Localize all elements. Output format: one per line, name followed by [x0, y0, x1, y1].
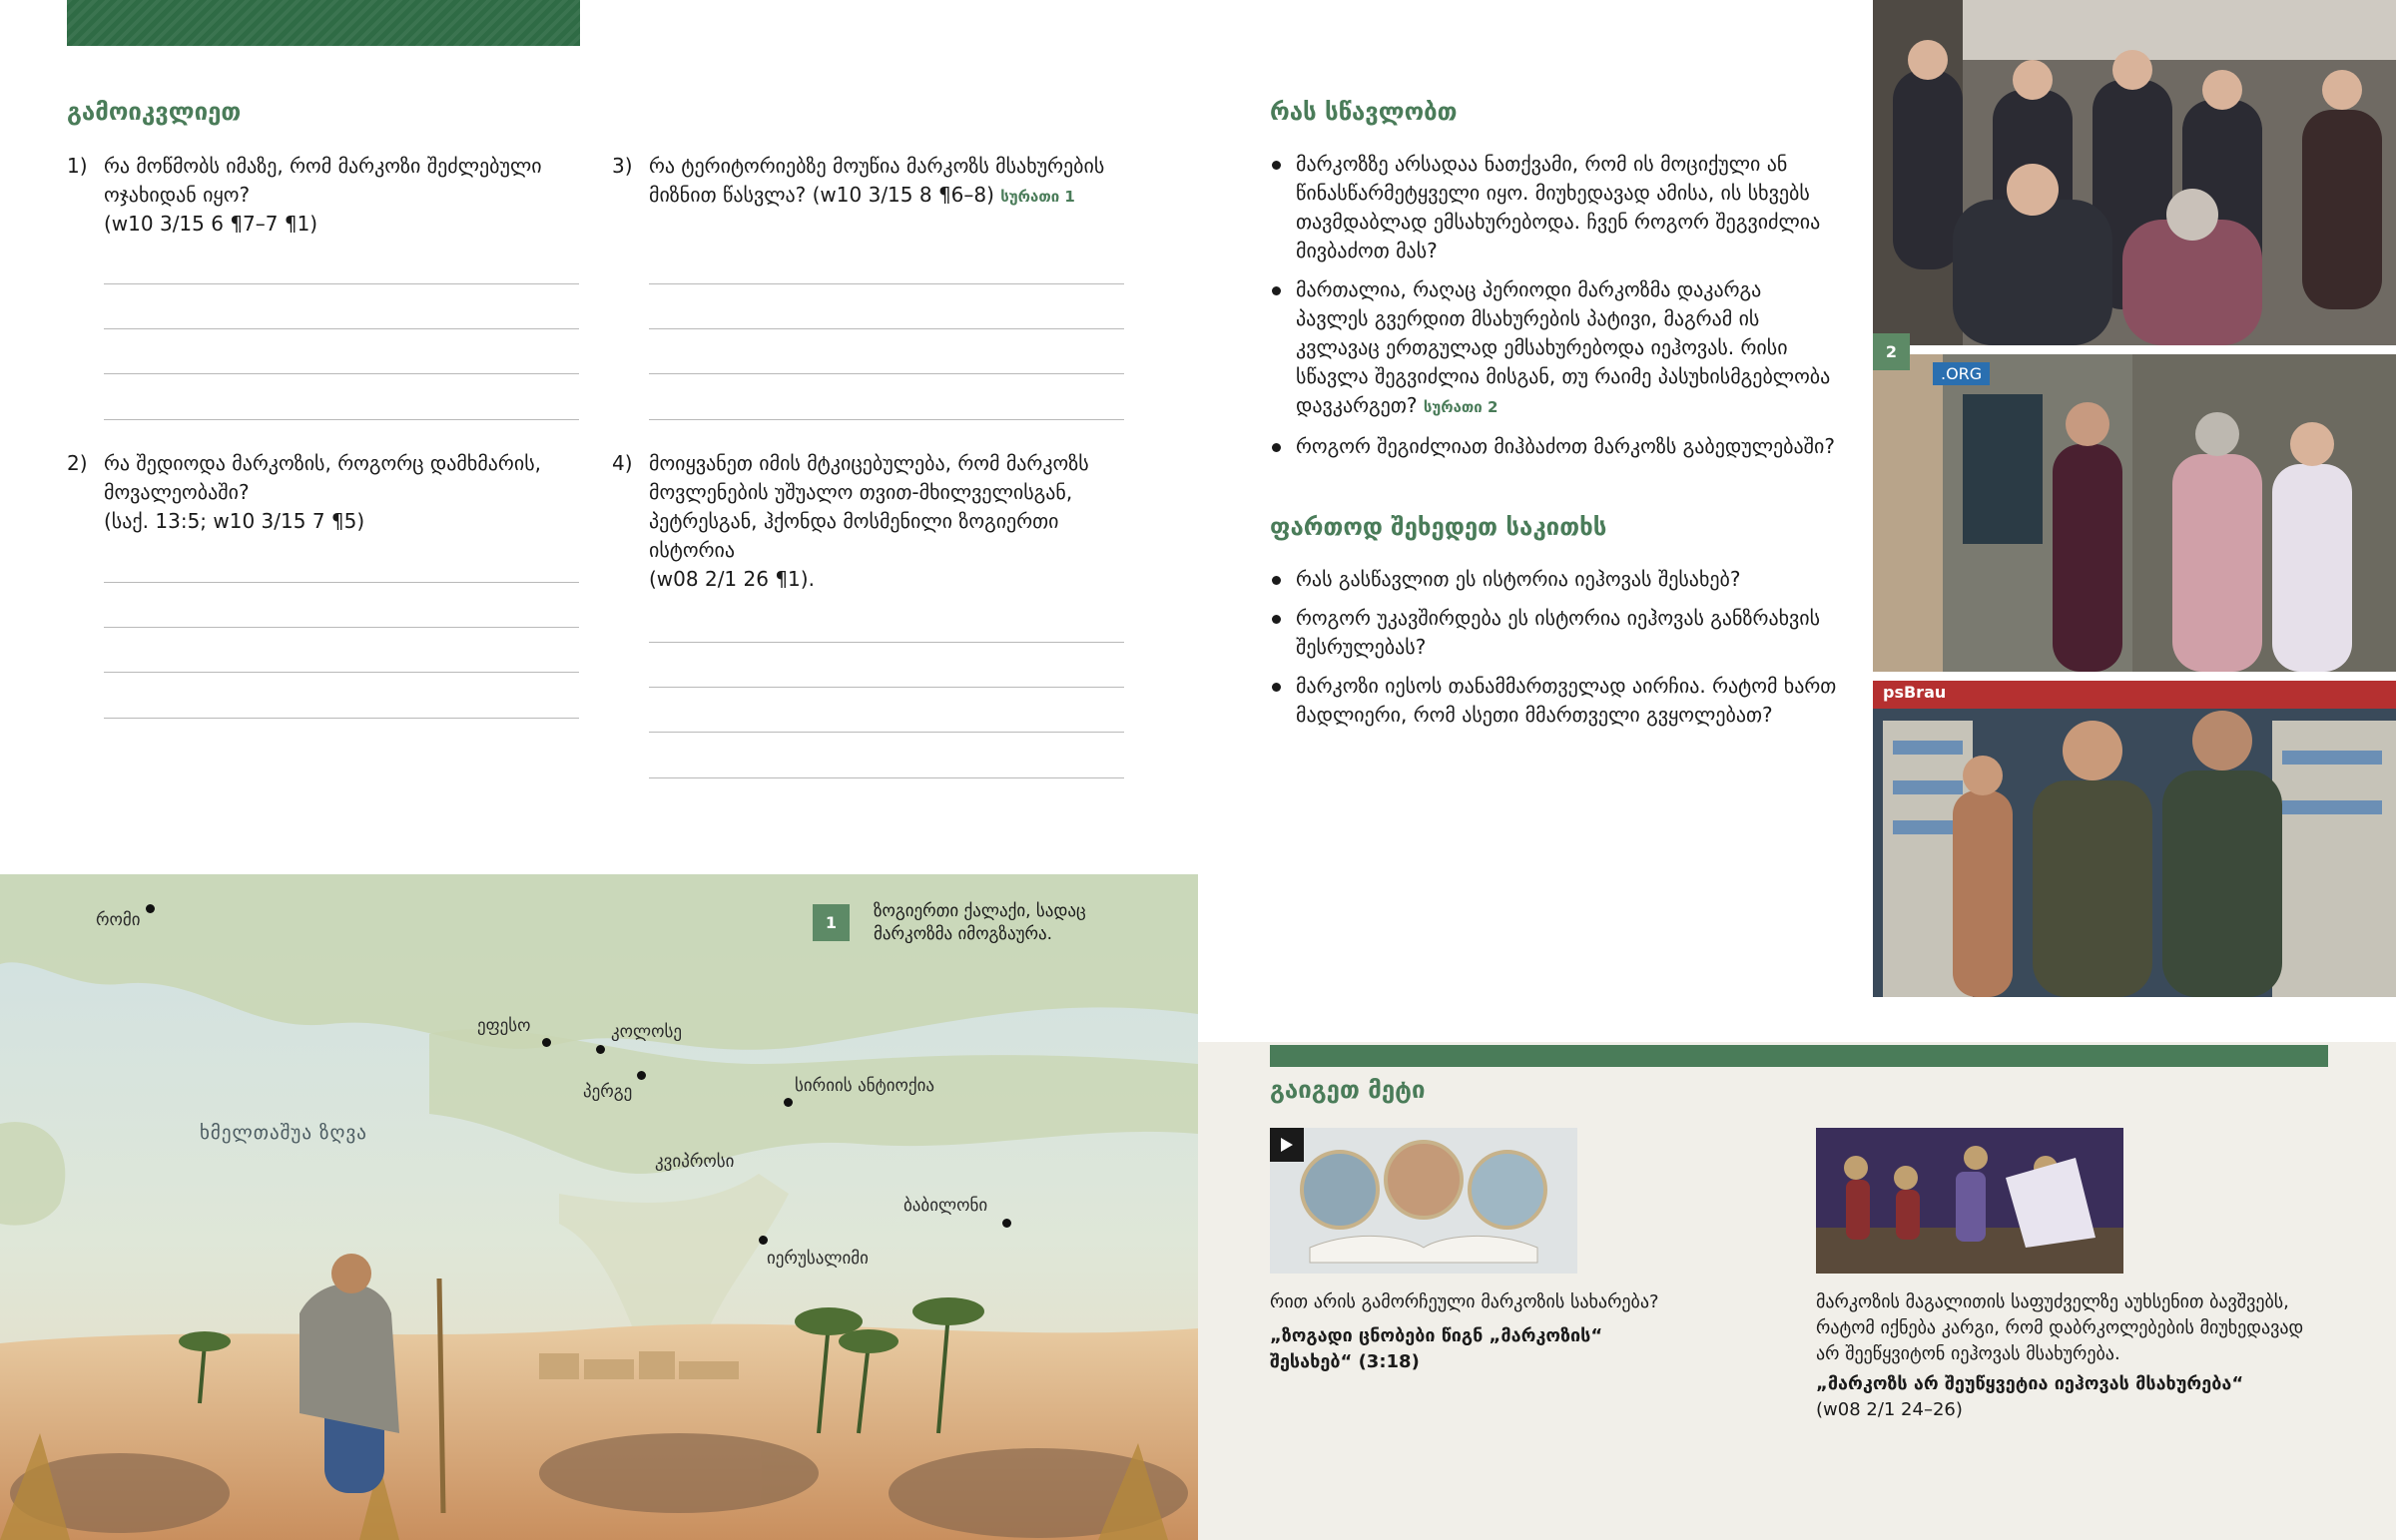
city-dot	[542, 1038, 551, 1047]
play-icon[interactable]	[1270, 1128, 1304, 1162]
answer-line[interactable]	[649, 283, 1124, 284]
answer-line[interactable]	[649, 419, 1124, 420]
question-number: 2)	[67, 451, 88, 475]
answer-line[interactable]	[104, 672, 579, 673]
city-label-perga: პერგე	[583, 1082, 633, 1102]
list-item	[1270, 150, 1839, 265]
entrance-illustration	[1873, 354, 2396, 672]
question-1	[67, 152, 586, 239]
more-item-1-title[interactable]: „ზოგადი ცნობები წიგნ „მარკოზის“ შესახებ“ (3:18)	[1270, 1325, 1603, 1372]
list-item	[1270, 565, 1839, 594]
photo-congregation	[1873, 0, 2396, 345]
photo-entrance	[1873, 354, 2396, 672]
answer-line[interactable]	[649, 328, 1124, 329]
answer-line[interactable]	[104, 283, 579, 284]
more-item-1-question: რით არის გამორჩეული მარკოზის სახარება?	[1270, 1291, 1659, 1312]
bullet-text: მართალია, რაღაც პერიოდი მარკოზმა დაკარგა პავლეს გვერდით მსახურების პატივი, მაგრამ ის კვლავაც ერთგულად ემსახურებოდა იეჰოვას. რისი სწავლა შეგვიძლია მისგან, თუ რაიმე პასუხისმგებლობა დავკარგეთ?	[1296, 277, 1831, 417]
sea-label: ხმელთაშუა ზღვა	[200, 1122, 367, 1144]
map-illustration	[0, 874, 1198, 1540]
learn-more-bar	[1270, 1045, 2328, 1067]
figure-reference: სურათი 2	[1423, 398, 1498, 416]
bullet-text: მარკოზი იესოს თანამმართველად აირჩია. რატომ ხართ მადლიერი, რომ ასეთი მმართველი გვყოლებათ?	[1296, 674, 1837, 727]
broader-list	[1270, 565, 1839, 740]
answer-line[interactable]	[104, 627, 579, 628]
answer-line[interactable]	[104, 328, 579, 329]
city-dot	[596, 1045, 605, 1054]
congregation-illustration	[1873, 0, 2396, 345]
question-number: 3)	[612, 154, 633, 178]
decorative-header-bar	[67, 0, 580, 46]
article-thumbnail[interactable]	[1816, 1128, 2123, 1274]
figure-reference: სურათი 1	[1000, 188, 1075, 206]
answer-line[interactable]	[649, 732, 1124, 733]
figure-badge-2: 2	[1873, 333, 1910, 370]
list-item	[1270, 604, 1839, 662]
bullet-text: მარკოზზე არსადაა ნათქვამი, რომ ის მოციქული ან წინასწარმეტყველი იყო. მიუხედავად ამისა, ის სხვებს თავმდაბლად ემსახურებოდა. ჩვენ როგორ შეგვიძლია მივბაძოთ მას?	[1296, 152, 1821, 262]
answer-line[interactable]	[104, 718, 579, 719]
question-reference: (w10 3/15 6 ¶7–7 ¶1)	[104, 212, 318, 236]
broader-heading: ფართოდ შეხედეთ საკითხს	[1270, 513, 1607, 541]
question-text: მოიყვანეთ იმის მტკიცებულება, რომ მარკოზს მოვლენების უშუალო თვით-მხილველისგან, პეტრესგან, ჰქონდა მოსმენილი ზოგიერთი ისტორია	[649, 451, 1089, 562]
question-reference: (საქ. 13:5; w10 3/15 7 ¶5)	[104, 509, 365, 533]
city-label-rome: რომი	[96, 910, 141, 930]
more-item-2-reference: (w08 2/1 24–26)	[1816, 1399, 1963, 1420]
more-item-2-title[interactable]: „მარკოზს არ შეუწყვეტია იეჰოვას მსახურება“	[1816, 1373, 2244, 1394]
city-dot	[637, 1071, 646, 1080]
map-caption: ზოგიერთი ქალაქი, სადაც მარკოზმა იმოგზაურა.	[874, 901, 1086, 944]
video-thumbnail[interactable]	[1270, 1128, 1577, 1274]
learn-list	[1270, 150, 1839, 471]
learn-more-heading: გაიგეთ მეტი	[1270, 1076, 1426, 1104]
city-label-ephesus: ეფესო	[477, 1016, 531, 1036]
question-4	[612, 449, 1131, 594]
answer-line[interactable]	[649, 777, 1124, 778]
question-text: რა შედიოდა მარკოზის, როგორც დამხმარის, მოვალეობაში?	[104, 451, 541, 504]
answer-line[interactable]	[104, 373, 579, 374]
list-item	[1270, 275, 1839, 422]
city-label-cyprus: კვიპროსი	[655, 1152, 735, 1172]
city-dot	[759, 1236, 768, 1245]
question-2	[67, 449, 586, 536]
question-reference: (w08 2/1 26 ¶1).	[649, 567, 815, 591]
org-sign: .ORG	[1933, 362, 1990, 385]
city-dot	[1002, 1219, 1011, 1228]
more-item-2-question: მარკოზის მაგალითის საფუძველზე აუხსენით ბავშვებს, რატომ იქნება კარგი, რომ დაბრკოლებების მიუხედავად არ შეეწყვიტონ იეჰოვას მსახურება.	[1816, 1291, 2304, 1364]
question-number: 1)	[67, 154, 88, 178]
list-item	[1270, 672, 1839, 730]
answer-line[interactable]	[649, 687, 1124, 688]
figure-badge-1: 1	[813, 904, 850, 941]
answer-line[interactable]	[104, 419, 579, 420]
examine-heading: გამოიკვლიეთ	[67, 98, 242, 126]
photo-store	[1873, 681, 2396, 997]
city-dot	[784, 1098, 793, 1107]
map-background	[0, 874, 1198, 1540]
answer-line[interactable]	[649, 373, 1124, 374]
city-label-jerusalem: იერუსალიმი	[767, 1249, 869, 1269]
article-thumbnail-art	[1816, 1128, 2123, 1274]
question-number: 4)	[612, 451, 633, 475]
bullet-text: როგორ შეგიძლიათ მიჰბაძოთ მარკოზს გაბედულებაში?	[1296, 434, 1835, 458]
bullet-text: რას გასწავლით ეს ისტორია იეჰოვას შესახებ?	[1296, 567, 1741, 591]
question-3	[612, 152, 1131, 212]
learn-heading: რას სწავლობთ	[1270, 98, 1458, 126]
list-item	[1270, 432, 1839, 461]
video-thumbnail-art	[1270, 1128, 1577, 1274]
store-illustration	[1873, 681, 2396, 997]
city-label-babylon: ბაბილონი	[903, 1196, 988, 1216]
question-text: რა ტერიტორიებზე მოუწია მარკოზს მსახურების მიზნით წასვლა?	[649, 154, 1105, 207]
city-label-antioch: სირიის ანტიოქია	[795, 1076, 935, 1096]
question-text: რა მოწმობს იმაზე, რომ მარკოზი შეძლებული ოჯახიდან იყო?	[104, 154, 542, 207]
bullet-text: როგორ უკავშირდება ეს ისტორია იეჰოვას განზრახვის შესრულებას?	[1296, 606, 1821, 659]
city-label-colossae: კოლოსე	[611, 1022, 683, 1042]
city-dot	[146, 904, 155, 913]
answer-line[interactable]	[104, 582, 579, 583]
store-sign: psBrau	[1883, 683, 1947, 702]
answer-line[interactable]	[649, 642, 1124, 643]
question-reference: (w10 3/15 8 ¶6–8)	[812, 183, 994, 207]
